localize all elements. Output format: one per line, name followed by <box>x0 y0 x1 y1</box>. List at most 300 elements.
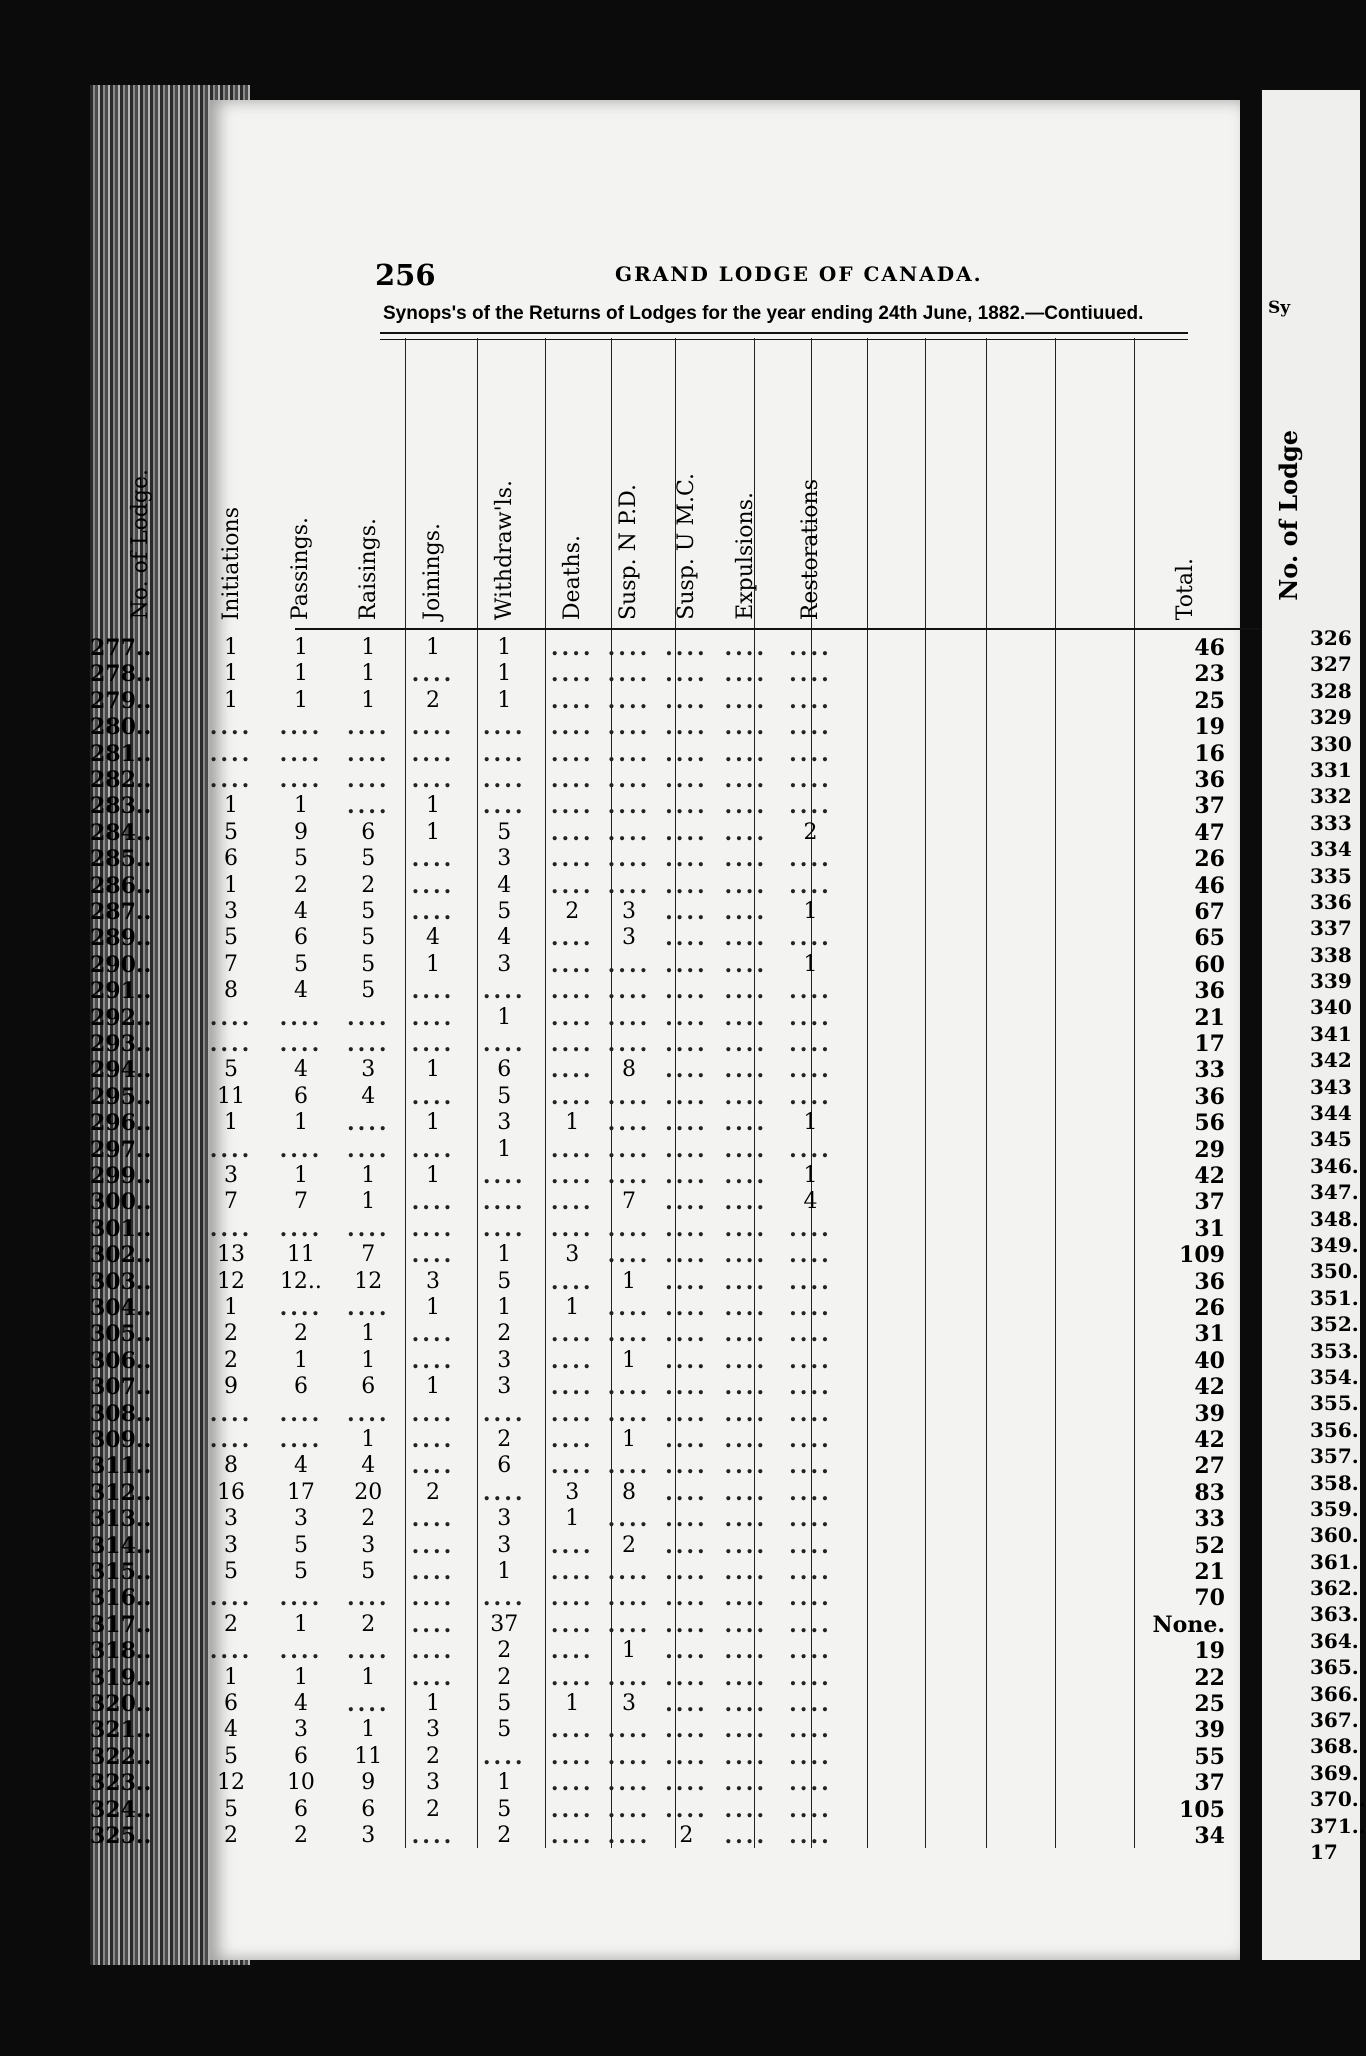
table-cell: .... <box>482 1163 526 1189</box>
table-cell: .... <box>724 1479 768 1506</box>
page-number: 256 <box>375 258 436 292</box>
table-cell: 1 <box>497 687 512 713</box>
table-cell: .... <box>411 1400 455 1427</box>
table-cell: 5 <box>361 925 376 951</box>
column-header-label: Raisings. <box>355 517 381 620</box>
table-cell: .... <box>346 1136 390 1163</box>
table-cell: .... <box>482 1400 526 1427</box>
table-cell: .... <box>346 1638 390 1665</box>
table-cell: .... <box>550 1136 594 1163</box>
table-cell: .... <box>665 1743 708 1770</box>
table-cell: .... <box>789 1717 832 1744</box>
table-cell: .... <box>482 1479 526 1506</box>
lodge-number: 278.. <box>90 661 152 688</box>
table-cell: 1 <box>224 635 238 660</box>
table-cell: 5 <box>361 846 376 872</box>
table-cell: 1 <box>621 1268 636 1294</box>
table-cell: .... <box>665 1189 708 1216</box>
table-cell: .... <box>550 1004 594 1031</box>
table-cell: 1 <box>425 635 440 660</box>
table-cell: .... <box>209 1215 253 1242</box>
table-cell: .... <box>789 1057 832 1084</box>
table-cell: .... <box>550 1083 594 1110</box>
table-cell: .... <box>724 1532 768 1559</box>
table-cell: 2 <box>497 1638 512 1664</box>
table-cell: 2 <box>497 1427 512 1452</box>
table-cell: .... <box>607 1743 651 1770</box>
table-row <box>90 819 1240 846</box>
table-cell: 3 <box>361 1532 376 1558</box>
table-cell: .... <box>724 1506 768 1533</box>
table-cell: .... <box>665 1268 708 1295</box>
table-cell: .... <box>550 819 594 846</box>
table-cell: .... <box>279 1427 323 1453</box>
column-header-label: Susp. N P.D. <box>616 483 642 620</box>
table-cell: 2 <box>224 1347 238 1373</box>
row-total: 31 <box>1194 1321 1225 1348</box>
table-cell: 11 <box>217 1083 245 1109</box>
lodge-number: 281.. <box>90 740 152 767</box>
table-cell: 1 <box>425 1295 440 1320</box>
table-cell: .... <box>665 1691 708 1717</box>
table-cell: 3 <box>497 951 512 977</box>
table-row <box>90 1347 1240 1374</box>
table-cell: .... <box>665 1057 708 1084</box>
table-cell: 8 <box>621 1479 636 1505</box>
table-cell: 3 <box>497 1110 512 1136</box>
table-cell: 3 <box>361 1823 376 1848</box>
facing-lodge-number: 348. <box>1310 1206 1359 1231</box>
table-cell: .... <box>411 1136 455 1163</box>
table-cell: .... <box>724 846 768 873</box>
lodge-number: 291.. <box>90 978 152 1005</box>
row-total: 21 <box>1194 1559 1225 1585</box>
table-cell: 9 <box>224 1374 238 1400</box>
row-total: 26 <box>1194 1295 1225 1321</box>
table-cell: .... <box>789 1083 832 1110</box>
table-cell: .... <box>482 1189 526 1216</box>
running-head: GRAND LODGE OF CANADA. <box>615 262 983 286</box>
row-total: 36 <box>1194 978 1225 1005</box>
table-cell: 2 <box>293 1321 308 1347</box>
facing-lodge-number: 343 <box>1310 1074 1352 1099</box>
table-cell: .... <box>665 872 708 899</box>
facing-page-header: No. of Lodge <box>1274 430 1303 601</box>
table-cell: 1 <box>621 1427 636 1452</box>
table-row <box>90 1189 1240 1216</box>
table-cell: .... <box>411 661 455 688</box>
table-cell: .... <box>607 1611 651 1638</box>
table-cell: 6 <box>293 1083 308 1109</box>
lodge-number: 317.. <box>90 1611 152 1638</box>
table-row <box>90 1559 1240 1585</box>
table-cell: .... <box>665 1295 708 1321</box>
table-cell: 1 <box>621 1638 636 1664</box>
table-cell: 1 <box>361 1427 376 1452</box>
table-cell: .... <box>789 1242 832 1269</box>
lodge-number: 282.. <box>90 767 152 793</box>
table-cell: .... <box>789 978 832 1005</box>
table-row <box>90 1796 1240 1823</box>
table-cell: 1 <box>565 1295 580 1320</box>
table-cell: .... <box>724 1823 768 1849</box>
table-cell: 3 <box>621 1691 636 1716</box>
table-cell: .... <box>665 1532 708 1559</box>
table-cell: 1 <box>803 899 818 924</box>
table-cell: .... <box>789 846 832 873</box>
facing-lodge-number: 363. <box>1310 1602 1359 1627</box>
table-cell: 2 <box>361 1506 376 1532</box>
row-total: 19 <box>1194 714 1225 741</box>
row-total: 46 <box>1194 872 1225 899</box>
table-cell: 1 <box>565 1691 580 1716</box>
table-cell: .... <box>279 767 323 793</box>
facing-lodge-number: 371.. <box>1310 1813 1366 1838</box>
table-cell: .... <box>607 687 651 714</box>
table-cell: .... <box>607 635 651 661</box>
table-cell: .... <box>411 1347 455 1374</box>
table-cell: .... <box>789 1532 832 1559</box>
table-cell: 2 <box>224 1611 238 1637</box>
table-cell: .... <box>665 1215 708 1242</box>
lodge-number: 301.. <box>90 1215 152 1242</box>
table-cell: 8 <box>224 1453 238 1479</box>
table-cell: .... <box>724 793 768 820</box>
table-cell: .... <box>550 1585 594 1612</box>
table-cell: .... <box>665 1031 708 1057</box>
table-cell: .... <box>209 1638 253 1665</box>
table-cell: .... <box>789 1638 832 1665</box>
table-cell: .... <box>346 1031 390 1057</box>
lodge-number: 299.. <box>90 1163 152 1189</box>
table-cell: .... <box>789 1664 832 1691</box>
table-cell: 7 <box>361 1242 376 1268</box>
table-cell: 1 <box>224 687 238 713</box>
lodge-number: 277.. <box>90 635 152 661</box>
facing-lodge-number: 368. <box>1310 1734 1359 1759</box>
table-cell: .... <box>607 1163 651 1189</box>
table-cell: 1 <box>425 1163 440 1188</box>
table-cell: .... <box>209 1031 253 1057</box>
table-row <box>90 1242 1240 1269</box>
table-cell: .... <box>665 1796 708 1823</box>
table-cell: .... <box>550 635 594 661</box>
table-cell: .... <box>724 978 768 1005</box>
table-cell: .... <box>607 1770 651 1797</box>
table-cell: .... <box>607 951 651 978</box>
table-row <box>90 1031 1240 1057</box>
table-cell: 6 <box>497 1453 512 1479</box>
table-cell: .... <box>411 1189 455 1216</box>
table-cell: 7 <box>224 951 238 977</box>
lodge-number: 308.. <box>90 1400 152 1427</box>
row-total: 65 <box>1194 925 1225 952</box>
table-cell: 3 <box>224 899 238 924</box>
table-cell: 1 <box>565 1110 580 1136</box>
facing-lodge-number: 347. <box>1310 1180 1359 1205</box>
facing-lodge-number: 330 <box>1310 731 1352 756</box>
table-cell: 1 <box>425 819 440 845</box>
table-cell: .... <box>607 1664 651 1691</box>
facing-lodge-number: 341 <box>1310 1021 1352 1046</box>
table-cell: .... <box>346 740 390 767</box>
table-cell: 13 <box>217 1242 245 1268</box>
table-cell: 1 <box>497 1770 512 1796</box>
table-cell: 5 <box>293 951 308 977</box>
table-cell: .... <box>550 687 594 714</box>
table-cell: 3 <box>224 1506 238 1532</box>
table-cell: 5 <box>361 951 376 977</box>
row-total: 42 <box>1194 1427 1225 1453</box>
table-cell: .... <box>607 1796 651 1823</box>
table-cell: 4 <box>293 1453 308 1479</box>
row-total: 33 <box>1194 1057 1225 1084</box>
table-row <box>90 661 1240 688</box>
lodge-number: 284.. <box>90 819 152 846</box>
facing-lodge-number: 353. <box>1310 1338 1359 1363</box>
table-cell: 17 <box>286 1479 315 1505</box>
row-total: 37 <box>1194 1189 1225 1216</box>
table-cell: 12.. <box>279 1268 322 1294</box>
lodge-number: 311.. <box>90 1453 152 1480</box>
table-cell: 1 <box>293 793 308 819</box>
table-cell: .... <box>724 1717 768 1744</box>
lodge-number: 295.. <box>90 1083 152 1110</box>
lodge-number: 321.. <box>90 1717 152 1744</box>
facing-lodge-number: 354. <box>1310 1364 1359 1389</box>
table-cell: 6 <box>361 1374 376 1400</box>
table-cell: .... <box>411 1506 455 1533</box>
lodge-number: 279.. <box>90 687 152 714</box>
table-cell: 1 <box>361 635 376 660</box>
table-cell: 1 <box>293 1611 308 1637</box>
lodge-number: 296.. <box>90 1110 152 1137</box>
table-cell: .... <box>411 1427 455 1453</box>
table-cell: 2 <box>803 819 818 845</box>
table-cell: .... <box>607 1374 651 1401</box>
table-cell: .... <box>724 1743 768 1770</box>
lodge-number: 303.. <box>90 1268 152 1295</box>
table-cell: .... <box>550 1400 594 1427</box>
table-cell: .... <box>789 1479 832 1506</box>
table-cell: 1 <box>803 951 818 977</box>
lodge-number: 316.. <box>90 1585 152 1612</box>
table-cell: .... <box>607 846 651 873</box>
facing-lodge-number: 361. <box>1310 1549 1359 1574</box>
table-cell: .... <box>550 1453 594 1480</box>
table-cell: .... <box>209 1004 253 1031</box>
table-cell: .... <box>665 1004 708 1031</box>
lodge-number: 313.. <box>90 1506 152 1533</box>
header-rule <box>295 628 1295 630</box>
table-cell: .... <box>279 740 323 767</box>
table-cell: .... <box>665 1321 708 1348</box>
table-cell: .... <box>550 1268 594 1295</box>
table-cell: .... <box>607 819 651 846</box>
lodge-number: 294.. <box>90 1057 152 1084</box>
table-cell: .... <box>789 1611 832 1638</box>
column-header <box>601 350 658 620</box>
lodge-number: 322.. <box>90 1743 152 1770</box>
column-header <box>657 350 715 620</box>
table-cell: .... <box>607 1242 651 1269</box>
table-row <box>90 1691 1240 1717</box>
column-header-label: Initiations <box>218 506 244 620</box>
table-cell: .... <box>724 951 768 978</box>
table-cell: 16 <box>217 1479 245 1505</box>
facing-lodge-number: 364. <box>1310 1628 1359 1653</box>
table-cell: .... <box>789 793 832 820</box>
table-cell: 5 <box>224 1796 238 1822</box>
row-total: 37 <box>1194 793 1225 820</box>
table-cell: 1 <box>293 1163 308 1188</box>
table-cell: .... <box>550 1427 594 1453</box>
column-header-label: Total. <box>1172 557 1198 620</box>
table-cell: 3 <box>565 1242 580 1268</box>
table-cell: 20 <box>354 1479 383 1505</box>
table-cell: .... <box>550 1770 594 1797</box>
facing-lodge-number: 344 <box>1310 1101 1352 1126</box>
row-total: 42 <box>1194 1163 1225 1189</box>
column-header <box>195 350 266 620</box>
table-cell: 4 <box>497 925 512 951</box>
table-cell: .... <box>665 1163 708 1189</box>
facing-lodge-number: 359. <box>1310 1496 1359 1521</box>
table-cell: .... <box>789 1268 832 1295</box>
table-cell: .... <box>411 1004 455 1031</box>
table-cell: .... <box>550 1215 594 1242</box>
table-cell: 3 <box>293 1717 308 1743</box>
row-total: 52 <box>1194 1532 1225 1559</box>
table-cell: 1 <box>425 1057 440 1083</box>
lodge-number: 315.. <box>90 1559 152 1585</box>
table-cell: .... <box>607 872 651 899</box>
facing-lodge-number: 336 <box>1310 889 1352 914</box>
table-cell: .... <box>665 767 708 793</box>
table-cell: .... <box>724 635 768 661</box>
table-cell: .... <box>789 687 832 714</box>
table-cell: .... <box>411 872 455 899</box>
table-cell: .... <box>665 714 708 741</box>
table-cell: .... <box>665 925 708 952</box>
table-cell: .... <box>482 767 526 793</box>
table-cell: .... <box>789 1743 832 1770</box>
table-cell: 5 <box>497 1083 512 1109</box>
table-cell: .... <box>550 1374 594 1401</box>
facing-lodge-number: 357. <box>1310 1444 1359 1469</box>
table-cell: 1 <box>293 1347 308 1373</box>
facing-lodge-number: 369. <box>1310 1760 1359 1785</box>
table-cell: 3 <box>361 1057 376 1083</box>
table-cell: .... <box>482 978 526 1005</box>
table-cell: 2 <box>224 1321 238 1347</box>
table-cell: .... <box>665 1770 708 1797</box>
row-total: 16 <box>1194 740 1225 767</box>
column-header <box>401 350 464 620</box>
table-row <box>90 1110 1240 1137</box>
table-cell: .... <box>607 1295 651 1321</box>
lodge-number: 300.. <box>90 1189 152 1216</box>
table-cell: .... <box>665 1638 708 1665</box>
table-cell: .... <box>346 1400 390 1427</box>
table-cell: .... <box>346 1691 390 1717</box>
table-cell: 2 <box>425 1743 440 1769</box>
table-cell: 2 <box>497 1823 512 1848</box>
document-page <box>90 100 1240 1960</box>
table-cell: 1 <box>361 1163 376 1188</box>
table-cell: .... <box>724 1004 768 1031</box>
table-cell: .... <box>411 714 455 741</box>
table-cell: .... <box>411 1083 455 1110</box>
lodge-number: 320.. <box>90 1691 152 1717</box>
table-cell: 2 <box>565 899 580 924</box>
table-cell: 5 <box>497 899 512 924</box>
table-cell: .... <box>724 1110 768 1137</box>
table-cell: .... <box>550 1189 594 1216</box>
facing-lodge-number: 352. <box>1310 1312 1359 1337</box>
table-cell: .... <box>550 1823 594 1849</box>
table-cell: .... <box>789 635 832 661</box>
table-cell: 6 <box>224 1691 238 1716</box>
table-cell: .... <box>279 1638 323 1665</box>
table-cell: .... <box>607 1215 651 1242</box>
table-row <box>90 793 1240 820</box>
lodge-number: 289.. <box>90 925 152 952</box>
table-cell: .... <box>724 1347 768 1374</box>
lodge-number: 302.. <box>90 1242 152 1269</box>
table-cell: .... <box>724 687 768 714</box>
table-cell: .... <box>724 1691 768 1717</box>
table-row <box>90 1532 1240 1559</box>
facing-lodge-number: 334 <box>1310 837 1352 862</box>
table-cell: .... <box>789 872 832 899</box>
table-cell: 3 <box>497 1532 512 1558</box>
table-cell: .... <box>607 1004 651 1031</box>
facing-lodge-number: 360. <box>1310 1523 1359 1548</box>
row-total: 83 <box>1194 1479 1225 1506</box>
table-cell: .... <box>550 767 594 793</box>
column-header <box>335 350 401 620</box>
table-cell: 1 <box>361 661 376 687</box>
table-cell: 12 <box>354 1268 383 1294</box>
table-cell: .... <box>789 1004 832 1031</box>
facing-lodge-number: 328 <box>1310 678 1352 703</box>
table-cell: .... <box>482 714 526 741</box>
table-cell: 11 <box>286 1242 315 1268</box>
table-cell: 4 <box>293 1691 308 1716</box>
table-cell: 4 <box>425 925 440 951</box>
table-row <box>90 1453 1240 1480</box>
table-cell: 3 <box>497 846 512 872</box>
table-cell: .... <box>550 740 594 767</box>
table-cell: .... <box>724 1242 768 1269</box>
table-cell: .... <box>550 872 594 899</box>
table-cell: .... <box>550 978 594 1005</box>
lodge-number: 293.. <box>90 1031 152 1057</box>
table-cell: .... <box>665 1453 708 1480</box>
table-cell: 1 <box>293 687 308 713</box>
table-cell: 1 <box>565 1506 580 1532</box>
table-cell: .... <box>724 1400 768 1427</box>
table-cell: .... <box>346 1215 390 1242</box>
row-total: 27 <box>1194 1453 1225 1480</box>
table-cell: .... <box>724 819 768 846</box>
table-cell: .... <box>411 1215 455 1242</box>
table-row <box>90 1479 1240 1506</box>
table-cell: 3 <box>425 1268 440 1294</box>
table-cell: 3 <box>565 1479 580 1505</box>
table-cell: 5 <box>497 1268 512 1294</box>
